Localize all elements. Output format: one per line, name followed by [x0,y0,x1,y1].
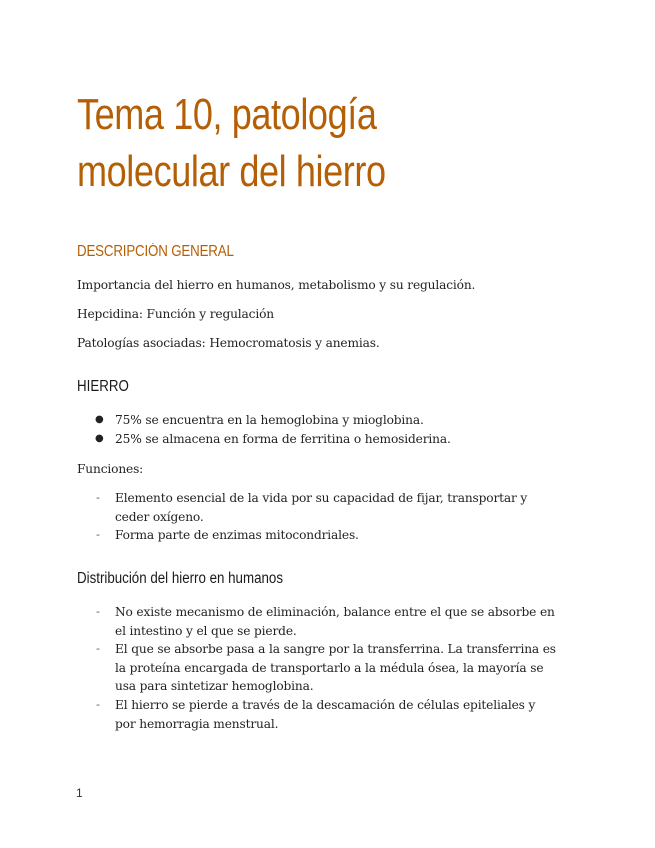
list-item-text: 25% se almacena en forma de ferritina o hemosiderina. [115,431,451,446]
overview-line: Hepcidina: Función y regulación [77,307,274,321]
list-item-text: El que se absorbe pasa a la sangre por la transferrina. La transferrina es la proteína encargada de transportarlo a la médula ósea, la mayoría se usa para sintetizar hemoglobina. [115,642,556,694]
dash-marker: - [96,697,100,711]
list-item [77,489,557,526]
distribution-heading: Distribución del hierro en humanos [77,570,283,587]
iron-heading: HIERRO [77,378,129,395]
distribution-list [77,603,557,733]
list-item [77,603,557,640]
list-item-text: Forma parte de enzimas mitocondriales. [115,528,359,543]
overview-line: Importancia del hierro en humanos, metabolismo y su regulación. [77,278,476,292]
list-item [77,640,557,696]
list-item-text: No existe mecanismo de eliminación, balance entre el que se absorbe en el intestino y el que se pierde. [115,605,555,638]
functions-label: Funciones: [77,462,144,476]
list-item [77,696,557,733]
list-item-text: Elemento esencial de la vida por su capacidad de fijar, transportar y ceder oxígeno. [115,491,528,524]
page-title: Tema 10, patología molecular del hierro [77,90,386,196]
bullet-marker: ● [95,432,104,444]
dash-marker: - [96,528,100,542]
functions-list [77,489,557,545]
overview-line: Patologías asociadas: Hemocromatosis y anemias. [77,336,380,350]
dash-marker: - [96,605,100,618]
list-item-text: 75% se encuentra en la hemoglobina y mioglobina. [115,413,424,427]
bullet-marker: ● [95,414,104,425]
page-number: 1 [76,786,83,800]
dash-marker: - [96,642,100,656]
list-item-text: El hierro se pierde a través de la descamación de células epiteliales y por hemorragia menstrual. [115,697,536,731]
list-item [77,411,557,430]
list-item [77,430,557,449]
overview-heading: DESCRIPCIÓN GENERAL [77,243,234,260]
dash-marker: - [96,491,100,504]
list-item [77,526,557,545]
iron-bullet-list [77,411,557,448]
